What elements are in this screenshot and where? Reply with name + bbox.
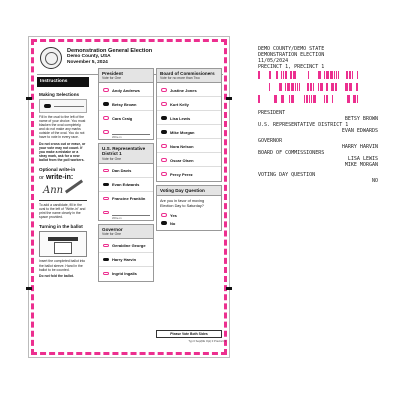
contest-us-representative: [98, 143, 154, 220]
receipt-choice: MIKE MORGAN: [344, 162, 378, 168]
timing-mark: [226, 97, 232, 100]
timing-mark: [26, 287, 32, 290]
candidate-option[interactable]: [99, 164, 153, 178]
county-name: Demo County, USA: [67, 54, 111, 60]
receipt-race: PRESIDENT: [258, 110, 286, 116]
candidate-name: Geraldine George: [112, 243, 146, 249]
candidate-name: Justine Jones: [170, 87, 197, 93]
contest-president: [98, 68, 154, 140]
making-selections-text: Fill in the oval to the left of the name of your choice. You must blacken the oval completely, and do not make any marks outside of the oval. You do not have to vote in every race.: [39, 115, 86, 140]
candidate-name: Harry Harvin: [112, 257, 137, 263]
making-selections-warning: Do not cross out or erase, or your vote may not count. If you make a mistake or a stray mark, ask for a new ballot from the poll workers.: [39, 141, 86, 162]
oval[interactable]: [161, 88, 167, 92]
handwritten-name: Ann: [43, 185, 64, 197]
contest-column-2: [156, 68, 222, 234]
ballot-footer: Typ 0 Sep(DE Opt) 0 Precinct 1: [188, 340, 226, 343]
receipt-choice: EVAN EDWARDS: [341, 128, 378, 134]
optional-writein-text: To add a candidate, fill in the oval to the left of "Write-in" and print the name clearly in the space provided.: [39, 203, 86, 220]
candidate-name: Kurt Kelly: [170, 101, 189, 107]
candidate-option[interactable]: [99, 178, 153, 192]
receipt-line: DEMO COUNTY/DEMO STATE: [258, 46, 325, 52]
contest-title: U.S. Representative District 1: [102, 146, 146, 157]
candidate-list: [157, 83, 221, 181]
oval[interactable]: [103, 116, 109, 120]
timing-mark: [26, 97, 32, 100]
candidate-name: Francine Franklin: [112, 196, 146, 202]
election-date: November 5, 2024: [67, 59, 108, 65]
receipt-race: U.S. REPRESENTATIVE DISTRICT 1: [258, 122, 349, 128]
contest-title: Board of Commissioners: [160, 71, 215, 76]
instructions-column: [37, 77, 89, 382]
contest-board-of-commissioners: [156, 68, 222, 182]
candidate-list: [99, 83, 153, 125]
candidate-list: [99, 239, 153, 281]
candidate-option[interactable]: [99, 253, 153, 267]
turning-in-text: Insert the completed ballot into the ballot sleeve. Hand in the ballot to be counted.: [39, 259, 86, 272]
sample-filled-oval-icon: [39, 99, 87, 113]
oval[interactable]: [161, 158, 167, 162]
vote-for-label: Vote for no more than Two: [160, 76, 200, 81]
oval[interactable]: [161, 213, 167, 217]
barcode-icon: [258, 71, 358, 79]
contest-governor: [98, 224, 154, 282]
filled-oval[interactable]: [103, 183, 109, 187]
writein-label: write-in:: [45, 174, 74, 182]
candidate-option[interactable]: [157, 167, 221, 181]
oval[interactable]: [161, 102, 167, 106]
candidate-option[interactable]: [157, 125, 221, 139]
candidate-name: Dan Davis: [112, 168, 132, 174]
oval[interactable]: [103, 244, 109, 248]
candidate-name: Mike Morgan: [170, 129, 195, 135]
candidate-option[interactable]: [99, 111, 153, 125]
option-list: [157, 211, 221, 230]
candidate-name: Betsy Brown: [112, 101, 137, 107]
candidate-option[interactable]: [157, 211, 221, 219]
receipt-choice: HARRY HARVIN: [341, 144, 378, 150]
filled-oval[interactable]: [103, 258, 109, 262]
writein-option[interactable]: [99, 125, 153, 139]
receipt-race: VOTING DAY QUESTION: [258, 172, 316, 178]
oval[interactable]: [103, 211, 109, 215]
writein-option[interactable]: [99, 206, 153, 220]
making-selections-title: Making Selections: [39, 92, 80, 97]
candidate-option[interactable]: [99, 97, 153, 111]
candidate-name: Nora Nelson: [170, 143, 194, 149]
oval[interactable]: [161, 144, 167, 148]
candidate-name: Cara Craig: [112, 115, 133, 121]
candidate-name: Lisa Lewis: [170, 115, 191, 121]
candidate-option[interactable]: [157, 83, 221, 97]
turn-over-notice: Please Vote Both Sides: [156, 330, 222, 338]
receipt-line: 11/05/2024: [258, 58, 289, 64]
receipt-line: DEMONSTRATION ELECTION: [258, 52, 325, 58]
receipt-choice: LISA LEWIS: [347, 156, 378, 162]
candidate-option[interactable]: [99, 192, 153, 206]
candidate-option[interactable]: [157, 111, 221, 125]
candidate-name: Ingrid Ingalls: [112, 271, 137, 277]
filled-oval[interactable]: [161, 130, 167, 134]
vote-for-label: Vote for One: [102, 231, 122, 236]
filled-oval[interactable]: [161, 116, 167, 120]
filled-oval[interactable]: [103, 102, 109, 106]
candidate-name: No: [170, 220, 176, 226]
receipt-race: GOVERNOR: [258, 138, 283, 144]
contest-title: President: [102, 71, 123, 76]
candidate-name: Percy Perez: [170, 171, 193, 177]
candidate-name: Andy Andrews: [112, 87, 140, 93]
contest-title: Voting Day Question: [160, 188, 205, 194]
county-seal-icon: [40, 47, 62, 69]
receipt-race: BOARD OF COMMISSIONERS: [258, 150, 325, 156]
candidate-name: Yes: [170, 212, 177, 218]
barcode-icon: [258, 95, 358, 103]
ballot-box-icon: [39, 231, 87, 257]
receipt-rows: [258, 110, 378, 184]
candidate-option[interactable]: [157, 139, 221, 153]
candidate-name: Evan Edwards: [112, 182, 140, 188]
barcode-icon: [258, 83, 358, 91]
candidate-list: [99, 164, 153, 206]
contest-title: Governor: [102, 226, 123, 232]
vote-for-label: Vote for One: [102, 156, 122, 161]
oval[interactable]: [103, 130, 109, 134]
filled-oval[interactable]: [161, 221, 167, 225]
timing-mark: [226, 287, 232, 290]
turning-in-warning: Do not fold the ballot.: [39, 273, 74, 278]
candidate-name: Oscar Olsen: [170, 157, 194, 163]
oval[interactable]: [103, 169, 109, 173]
writein-or: or: [39, 174, 44, 181]
oval[interactable]: [103, 197, 109, 201]
candidate-option[interactable]: [157, 153, 221, 167]
optional-writein-title: Optional write-in: [39, 167, 76, 173]
instructions-bar: Instructions: [37, 77, 89, 87]
contest-column-1: [98, 68, 154, 285]
receipt-line: PRECINCT 1, PRECINCT 1: [258, 64, 325, 70]
oval[interactable]: [103, 88, 109, 92]
contest-voting-day-question: [156, 185, 222, 231]
printed-ballot-receipt: [258, 46, 378, 184]
question-text: Are you in favor of moving Election Day to Saturday?: [160, 199, 205, 208]
candidate-option[interactable]: [99, 83, 153, 97]
writein-label: Write-in: [112, 135, 122, 140]
turning-in-title: Turning in the ballot: [39, 224, 83, 230]
candidate-option[interactable]: [99, 267, 153, 281]
candidate-option[interactable]: [157, 219, 221, 227]
handwriting-sample: [39, 183, 87, 201]
writein-label: Write-in: [112, 215, 122, 220]
vote-for-label: Vote for One: [102, 76, 122, 81]
receipt-choice: NO: [371, 178, 378, 184]
oval[interactable]: [161, 172, 167, 176]
candidate-option[interactable]: [99, 239, 153, 253]
pen-icon: [65, 180, 83, 194]
election-title: Demonstration General Election: [67, 48, 153, 54]
candidate-option[interactable]: [157, 97, 221, 111]
receipt-choice: BETSY BROWN: [344, 116, 378, 122]
oval[interactable]: [103, 272, 109, 276]
